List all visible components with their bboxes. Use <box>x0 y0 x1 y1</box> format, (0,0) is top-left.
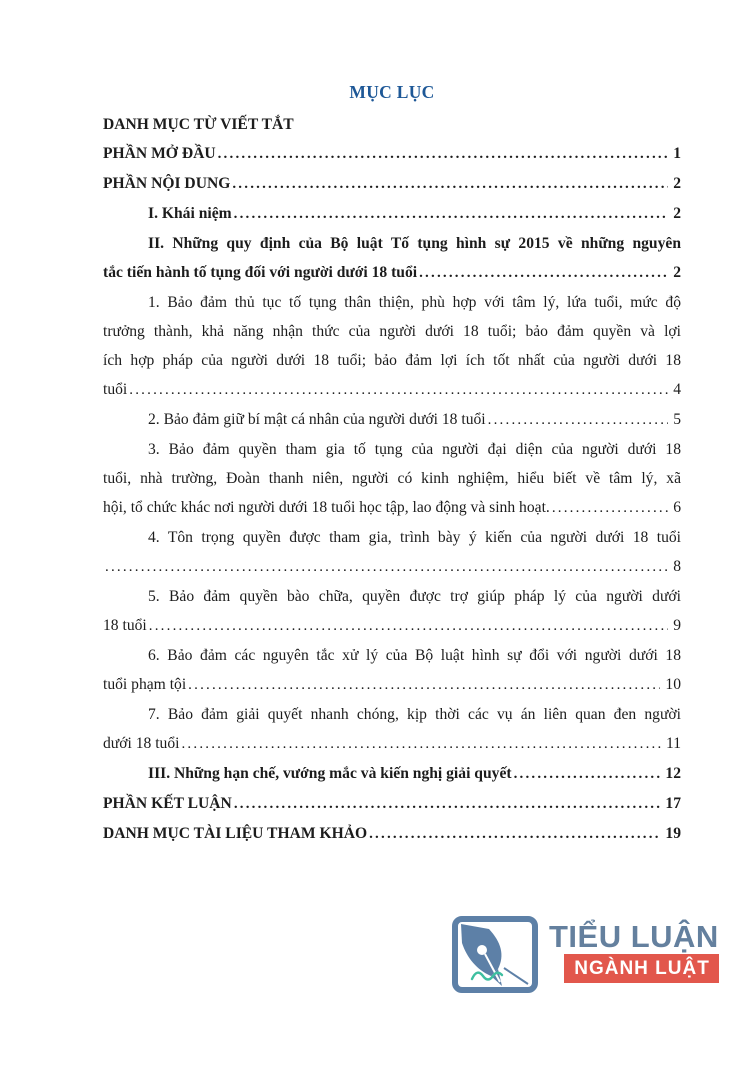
toc-line <box>103 729 681 759</box>
toc-line <box>103 493 681 523</box>
toc-entry <box>103 229 681 288</box>
toc-page-number: 10 <box>665 676 681 693</box>
toc-entry <box>103 759 681 789</box>
toc-line <box>103 139 681 169</box>
fountain-pen-icon <box>452 916 538 993</box>
toc-line <box>103 552 681 582</box>
toc-leader-dots <box>514 759 661 789</box>
toc-entry <box>103 523 681 582</box>
toc-entry <box>103 582 681 641</box>
toc-entry <box>103 641 681 700</box>
toc-line: 4. Tôn trọng quyền được tham gia, trình bày ý kiến của người dưới 18 tuổi <box>148 529 681 546</box>
toc-leader-dots <box>105 552 668 582</box>
toc-entry <box>103 139 681 169</box>
toc-page-number: 12 <box>665 765 681 782</box>
page-content <box>103 78 681 849</box>
toc-line-text: tắc tiến hành tố tụng đối với người dưới 18 tuổi <box>103 264 418 281</box>
toc-line: 3. Bảo đảm quyền tham gia tố tụng của người đại diện của người dưới 18 <box>148 441 681 458</box>
toc-page-number: 2 <box>673 175 681 192</box>
toc-line: 6. Bảo đảm các nguyên tắc xử lý của Bộ luật hình sự đổi với người dưới 18 <box>148 647 681 664</box>
toc-entry <box>103 789 681 819</box>
toc-leader-dots <box>129 375 668 405</box>
toc-line-text: hội, tổ chức khác nơi người dưới 18 tuổi học tập, lao động và sinh hoạt. <box>103 499 550 516</box>
toc-line <box>103 789 681 819</box>
logo-subtitle: NGÀNH LUẬT <box>574 958 710 979</box>
toc-line-text: DANH MỤC TÀI LIỆU THAM KHẢO <box>103 825 368 842</box>
brand-logo <box>452 916 719 993</box>
toc-line-text: 2. Bảo đảm giữ bí mật cá nhân của người dưới 18 tuổi <box>148 411 486 428</box>
toc-line-text: tuổi <box>103 381 128 398</box>
toc-line-text: PHẦN NỘI DUNG <box>103 175 231 192</box>
toc-line: 5. Bảo đảm quyền bào chữa, quyền được trợ giúp pháp lý của người dưới <box>148 588 681 605</box>
toc-page-number: 8 <box>673 558 681 575</box>
toc-leader-dots <box>188 670 660 700</box>
toc-page-number: 9 <box>673 617 681 634</box>
toc-entry <box>103 700 681 759</box>
toc-line: ích hợp pháp của người dưới 18 tuổi; bảo đảm lợi ích tốt nhất của người dưới 18 <box>103 352 681 369</box>
toc-leader-dots <box>369 819 660 849</box>
toc-line-text: 18 tuổi <box>103 617 147 634</box>
toc-line-text: PHẦN KẾT LUẬN <box>103 795 232 812</box>
toc-leader-dots <box>234 199 669 229</box>
toc-entry <box>103 435 681 523</box>
toc-line-text: dưới 18 tuổi <box>103 735 180 752</box>
toc-entry <box>103 169 681 199</box>
toc-leader-dots <box>149 611 668 641</box>
toc-line: II. Những quy định của Bộ luật Tố tụng hình sự 2015 về những nguyên <box>148 235 681 252</box>
toc-leader-dots <box>552 493 668 523</box>
toc-line <box>103 258 681 288</box>
toc-leader-dots <box>488 405 669 435</box>
toc-line: 7. Bảo đảm giải quyết nhanh chóng, kịp thời các vụ án liên quan đen người <box>148 706 681 723</box>
toc-page-number: 2 <box>673 264 681 281</box>
toc-line <box>103 375 681 405</box>
toc-line <box>103 759 681 789</box>
toc-line: 1. Bảo đảm thủ tục tố tụng thân thiện, phù hợp với tâm lý, lứa tuổi, mức độ <box>148 294 681 311</box>
toc-line <box>103 169 681 199</box>
toc-line-text: PHẦN MỞ ĐẦU <box>103 145 216 162</box>
toc-line: trưởng thành, khả năng nhận thức của người dưới 18 tuổi; bảo đảm quyền và lợi <box>103 323 681 340</box>
logo-text <box>549 916 719 983</box>
toc-page-number: 5 <box>673 411 681 428</box>
toc-line: DANH MỤC TỪ VIẾT TẮT <box>103 116 294 133</box>
toc-entry <box>103 110 681 139</box>
toc-leader-dots <box>218 139 669 169</box>
toc-line-text: III. Những hạn chế, vướng mắc và kiến nghị giải quyết <box>148 765 512 782</box>
toc-page-number: 11 <box>665 735 681 752</box>
logo-subtitle-banner <box>564 954 719 983</box>
page-title: MỤC LỤC <box>349 82 435 102</box>
toc-line-text: I. Khái niệm <box>148 205 232 222</box>
toc-entry <box>103 819 681 849</box>
toc-page-number: 17 <box>665 795 681 812</box>
toc-entry <box>103 288 681 405</box>
toc-entry <box>103 405 681 435</box>
toc-page-number: 1 <box>673 145 681 162</box>
toc-entry <box>103 199 681 229</box>
toc-line <box>103 199 681 229</box>
table-of-contents <box>103 110 681 849</box>
toc-page-number: 2 <box>673 205 681 222</box>
toc-line <box>103 611 681 641</box>
toc-leader-dots <box>419 258 668 288</box>
toc-leader-dots <box>234 789 661 819</box>
toc-line <box>103 819 681 849</box>
toc-leader-dots <box>232 169 668 199</box>
toc-page-number: 4 <box>673 381 681 398</box>
toc-page-number: 6 <box>673 499 681 516</box>
toc-page-number: 19 <box>665 825 681 842</box>
toc-line-text: tuổi phạm tội <box>103 676 187 693</box>
toc-line: tuổi, nhà trường, Đoàn thanh niên, người có kinh nghiệm, hiểu biết về tâm lý, xã <box>103 470 681 487</box>
toc-line <box>103 405 681 435</box>
toc-leader-dots <box>181 729 661 759</box>
logo-title: TIỂU LUẬN <box>549 919 719 954</box>
toc-line <box>103 670 681 700</box>
